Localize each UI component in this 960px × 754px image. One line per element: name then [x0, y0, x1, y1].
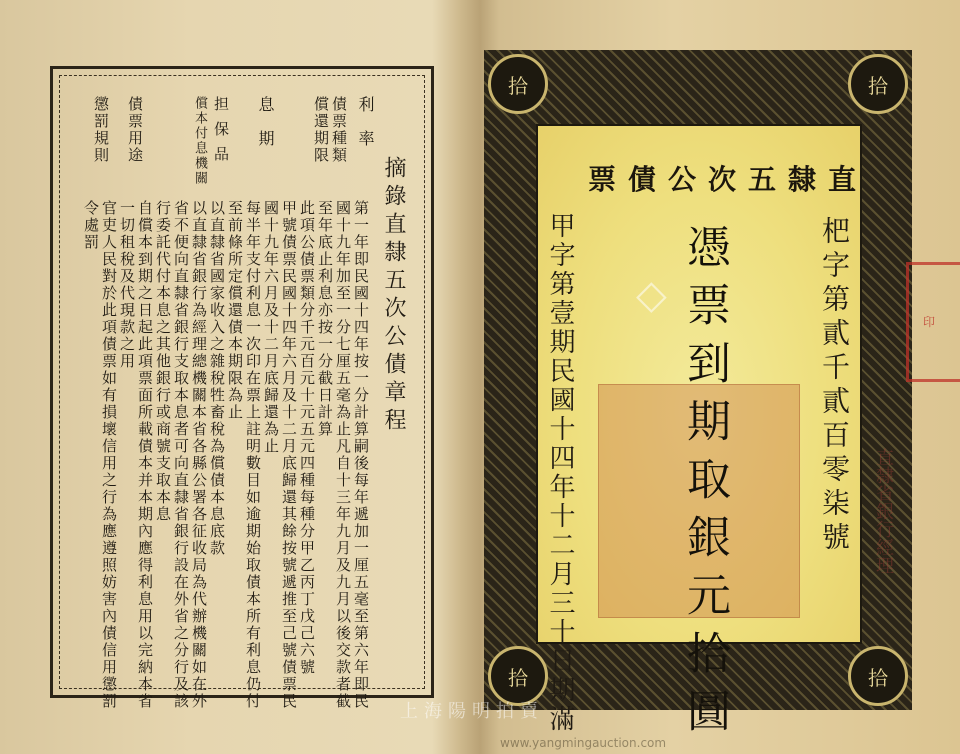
clause-line: 第一年即民國十四年按一分計算嗣後每年遞加一厘五毫至第六年即民 — [352, 200, 370, 710]
label-penalty-rules: 懲罰規則 — [92, 96, 110, 164]
bond-title: 直隸五次公債票 — [588, 163, 869, 196]
bank-stamp: 直隸省銀行經理 — [873, 448, 894, 574]
corner-medallion-top-left: 拾 — [488, 54, 548, 114]
corner-medallion-bottom-right: 拾 — [848, 646, 908, 706]
corner-medallion-bottom-left: 拾 — [488, 646, 548, 706]
label-bond-usage: 債票用途 — [126, 96, 144, 164]
clause-line: 至前條所定償還債本期限為止 — [226, 200, 244, 421]
label-collateral: 担保品 — [212, 96, 230, 171]
serial-number: 杷字第貳千貳百零柒號 — [818, 216, 851, 556]
clause-line: 一切租稅及代現款之用 — [118, 200, 136, 370]
bond-redemption-text: 憑票到期取銀元拾圓 — [679, 224, 730, 746]
clause-line: 以直隸省國家收入之雜稅牲畜稅為償債本息底款 — [208, 200, 226, 557]
clause-line: 令處罰 — [82, 200, 100, 251]
clause-line: 每半年支付利息一次印在票上註明數目如逾期始取債本所有利息仍付 — [244, 200, 262, 710]
label-repayment-period: 償還期限 — [312, 96, 330, 164]
clause-line: 省不便向直隸省銀行支取本息者可向直隸省銀行設在外省之分行及該 — [172, 200, 190, 710]
regulations-title: 摘錄直隸五次公債章程 — [381, 156, 406, 436]
label-bond-types: 債票種類 — [330, 96, 348, 164]
clause-line: 自償本到期之日起此項票面所載債本并本期內應得利息用以完納本省 — [136, 200, 154, 710]
clause-line: 甲號債票民國十四年六月及十二月底歸還其餘按號遞推至己號債票民 — [280, 200, 298, 710]
clause-line: 此項公債票類分千元百元十元五元四種每種分甲乙丙丁戊己六號 — [298, 200, 316, 676]
maturity-period: 甲字第壹期民國十四年十二月三十日期滿 — [545, 212, 575, 734]
corner-medallion-top-right: 拾 — [848, 54, 908, 114]
clause-line: 至年底止利息亦按一分截日計算 — [316, 200, 334, 438]
clause-line: 以直隸省銀行為經理總機關本省各縣公署各征收局為代辦機關如在外 — [190, 200, 208, 710]
auction-watermark: 上海陽明拍賣 — [400, 701, 544, 722]
clause-line: 官吏人民對於此項債票如有損壞信用之行為應遵照妨害內債信用懲罰 — [100, 200, 118, 710]
label-payment-agency: 償本付息機關 — [192, 96, 207, 186]
label-interest-rate: 利率 — [356, 96, 375, 164]
clause-line: 行委託代付本息之其他銀行或商號支取本息 — [154, 200, 172, 523]
red-seal-stamp: 印 — [906, 262, 960, 382]
clause-line: 國十九年加至一分七厘五毫為止凡自十三年九月及九月以後交款者截 — [334, 200, 352, 710]
clause-line: 國十九年六月及十二月底歸還為止 — [262, 200, 280, 455]
label-interest-period: 息期 — [256, 96, 275, 164]
watermark-glyph: ◇ — [636, 272, 667, 318]
auction-url: www.yangmingauction.com — [500, 736, 667, 750]
